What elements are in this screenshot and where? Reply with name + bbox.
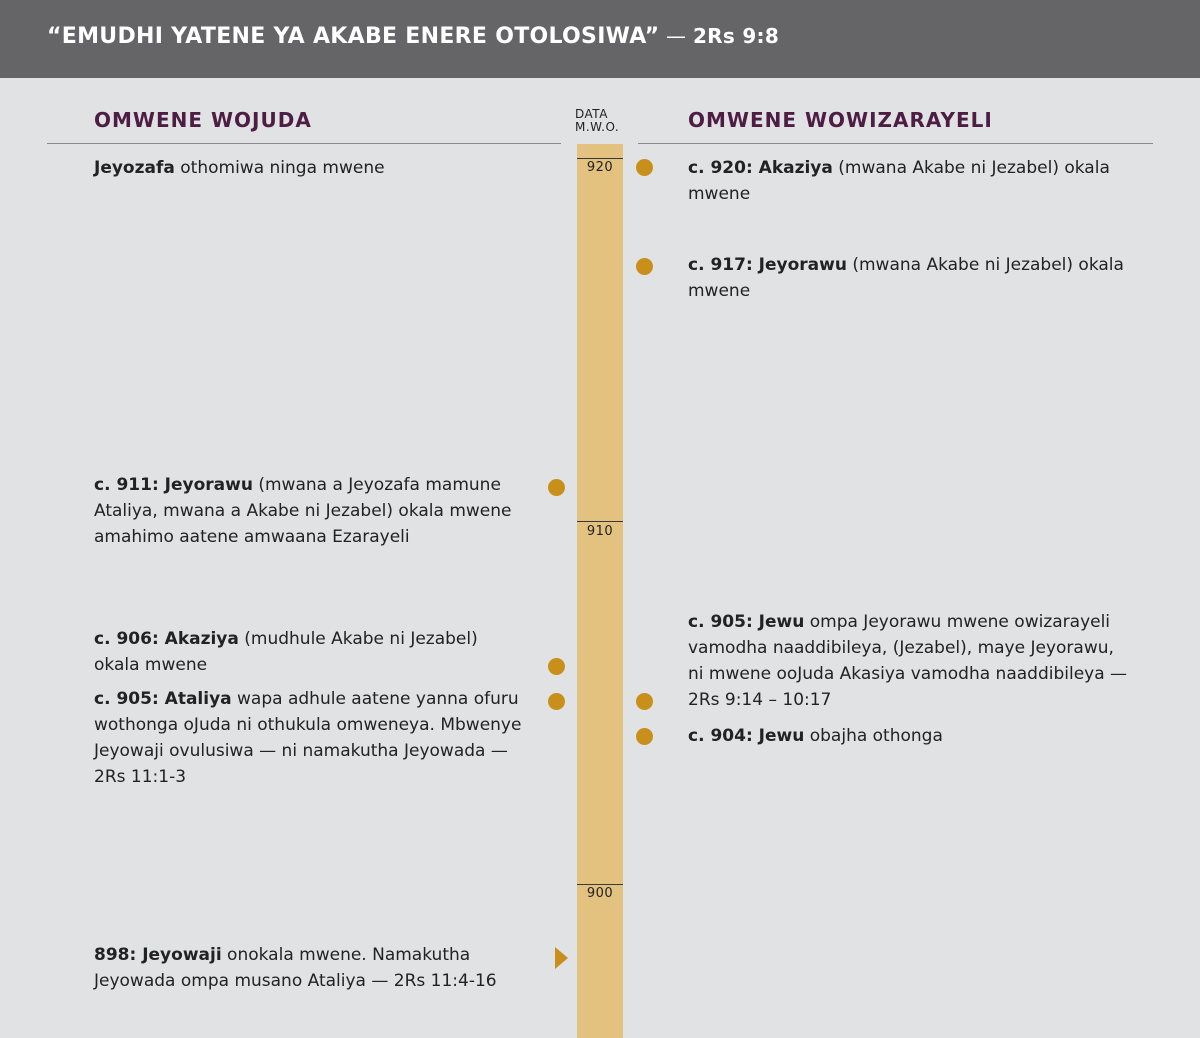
event-text: (mwana Akabe ni Jezabel) okala mwene (688, 255, 1124, 301)
event-906-akaziya (94, 626, 524, 678)
timeline-bar (577, 144, 623, 1038)
tick-label-910: 910 (586, 524, 614, 539)
event-text: (mwana a Jeyozafa mamune Ataliya, mwana a Akabe ni Jezabel) okala mwene amahimo aatene amwaana Ezarayeli (94, 475, 512, 547)
event-905-jewu (688, 609, 1128, 713)
title-text: “EMUDHI YATENE YA AKABE ENERE OTOLOSIWA” (47, 24, 660, 49)
marker-dot-920 (636, 159, 653, 176)
right-divider (638, 143, 1153, 144)
marker-dot-905-right (636, 693, 653, 710)
event-920-akaziya (688, 155, 1128, 207)
event-text: wapa adhule aatene yanna ofuru wothonga oJuda ni othukula omweneya. Mbwenye Jeyowaji ovulusiwa — ni namakutha Jeyowada — 2Rs 11:1-3 (94, 689, 522, 787)
marker-dot-906 (548, 658, 565, 675)
left-column-title: OMWENE WOJUDA (94, 108, 312, 132)
event-911-jeyorawu (94, 472, 524, 550)
ref-text: 2Rs 9:8 (692, 24, 780, 48)
event-text: (mudhule Akabe ni Jezabel) okala mwene (94, 629, 478, 675)
tick-label-900: 900 (586, 886, 614, 901)
scripture-reference (659, 24, 779, 48)
page-title (47, 24, 779, 49)
event-text: obajha othonga (804, 726, 943, 746)
event-text: ompa Jeyorawu mwene owizarayeli vamodha naaddibileya, (Jezabel), maye Jeyorawu, ni mwene ooJuda Akasiya vamodha naaddibileya — 2Rs 9:14 – 10:17 (688, 612, 1128, 710)
tick-910 (577, 521, 623, 522)
event-bold: c. 905: Ataliya (94, 689, 232, 709)
marker-arrow-898 (555, 947, 568, 969)
marker-dot-905-left (548, 693, 565, 710)
event-text: (mwana Akabe ni Jezabel) okala mwene (688, 158, 1110, 204)
event-text: onokala mwene. Namakutha Jeyowada ompa musano Ataliya — 2Rs 11:4-16 (94, 945, 497, 991)
event-text: othomiwa ninga mwene (174, 158, 385, 178)
event-jeyozafa (94, 155, 524, 181)
tick-900 (577, 884, 623, 885)
event-904-jewu (688, 723, 1128, 749)
event-bold: 898: Jeyowaji (94, 945, 222, 965)
event-917-jeyorawu (688, 252, 1128, 304)
event-bold: c. 920: Akaziya (688, 158, 833, 178)
event-905-ataliya (94, 686, 524, 790)
marker-dot-911 (548, 479, 565, 496)
event-bold: c. 904: Jewu (688, 726, 805, 746)
header-banner (0, 0, 1200, 78)
marker-dot-904 (636, 728, 653, 745)
event-bold: c. 906: Akaziya (94, 629, 239, 649)
event-bold: c. 911: Jeyorawu (94, 475, 253, 495)
tick-920 (577, 158, 623, 159)
event-898-jeyowaji (94, 942, 524, 994)
date-column-label (575, 108, 625, 134)
date-label-line2: M.W.O. (575, 120, 620, 134)
marker-dot-917 (636, 258, 653, 275)
event-bold: Jeyozafa (94, 158, 175, 178)
event-bold: c. 905: Jewu (688, 612, 805, 632)
event-bold: c. 917: Jeyorawu (688, 255, 847, 275)
right-column-title: OMWENE WOWIZARAYELI (688, 108, 993, 132)
ref-dash: — (659, 24, 693, 48)
left-divider (47, 143, 561, 144)
tick-label-920: 920 (586, 160, 614, 175)
date-label-line1: DATA (575, 107, 608, 121)
